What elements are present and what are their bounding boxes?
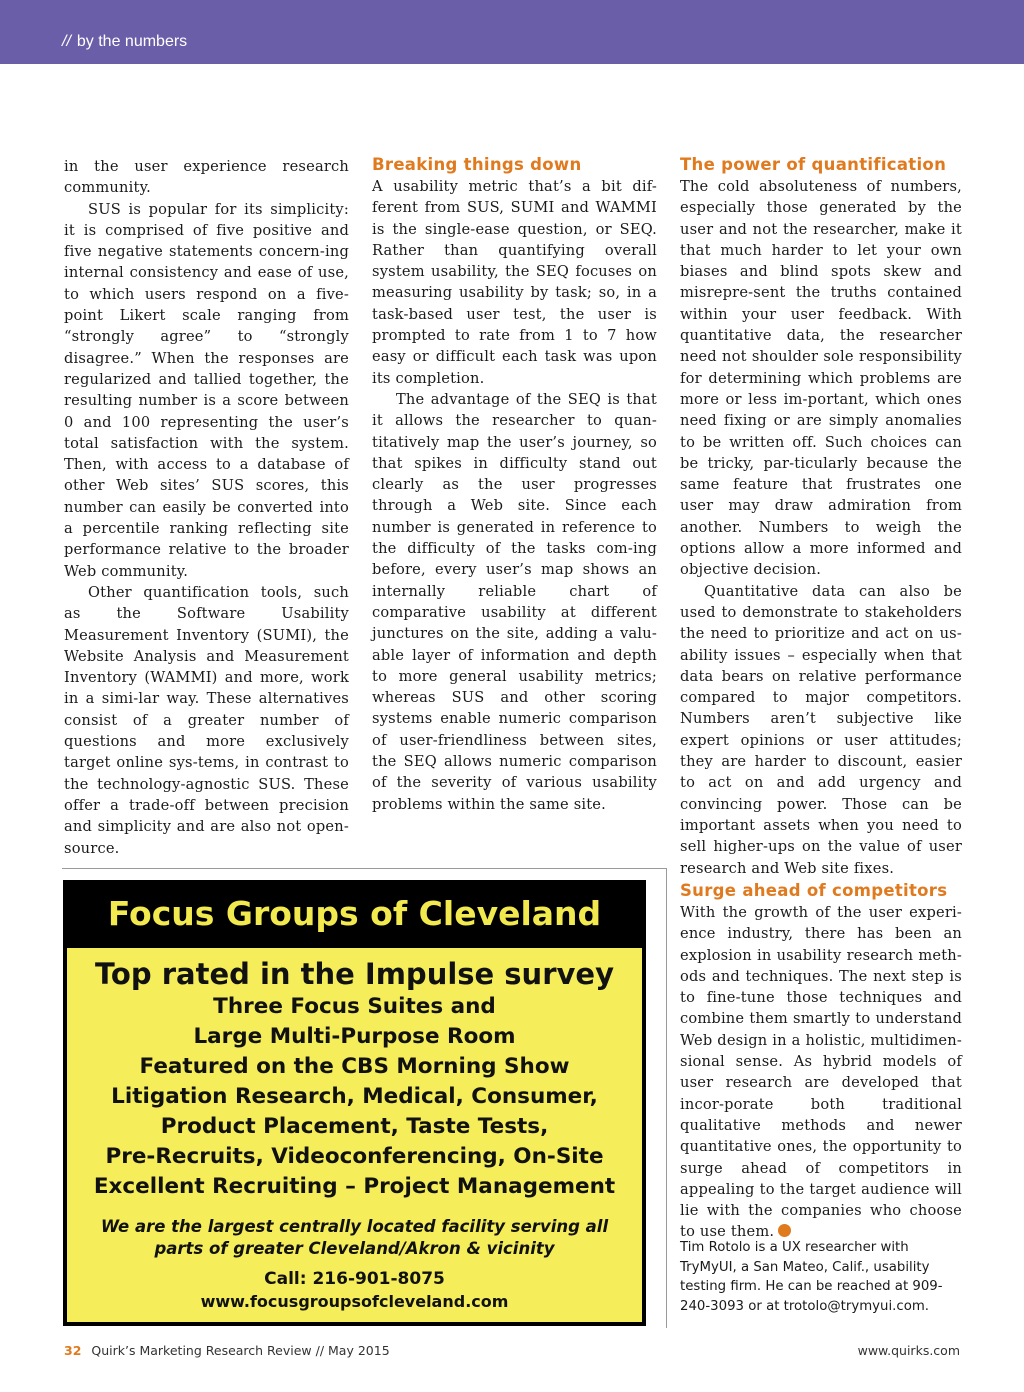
ad-content-box [67,948,642,1322]
paragraph [680,902,962,1243]
ad-website: www.focusgroupsofcleveland.com [200,1292,509,1311]
ad-feature-line: Pre-Recruits, Videoconferencing, On-Site [105,1144,604,1169]
section-label: by the numbers [76,33,188,50]
paragraph: The advantage of the SEQ is that it allows the researcher to quan-titatively map the user’s journey, so that spikes in difficulty stand out clearly as the user progresses through a Web site. Since each number is generated in reference to the difficulty of the tasks com-ing before, every user’s map shows an internally reliable chart of comparative usability at different junctures on the site, adding a valu-able layer of information and depth to more general usability metrics; whereas SUS and other scoring systems enable numeric comparison of user-friendliness between sites, the SEQ allows numeric comparison of the severity of various usability problems within the same site. [372,390,657,813]
divider-vertical [666,868,667,1328]
ad-features [67,992,642,1202]
ad-feature-line: Litigation Research, Medical, Consumer, [111,1084,598,1109]
paragraph: Other quantification tools, such as the Software Usability Measurement Inventory (SUMI), the Website Analysis and Measurement Inventory (WAMMI) and more, work in a simi-lar way. These alternatives consist of a greater number of questions and more exclusively target online sys-tems, in contrast to the technology-agnostic SUS. These offer a trade-off between precision and simplicity and are also not open-source. [64,583,349,857]
article-column-2 [372,154,657,815]
paragraph-text: With the growth of the user experi-ence industry, there has been an explosion in usability research meth-ods and techniques. The next step is to fine-tune those techniques and combine them smartly to understand Web design in a holistic, multidimen-sional sense. As hybrid models of user research are developed that incor-porate both traditional qualitative methods and newer quantitative ones, the opportunity to surge ahead of competitors in appealing to the target audience will lie with the companies who choose to use them. [680,904,962,1241]
paragraph: The cold absoluteness of numbers, especially those generated by the user and not the researcher, make it that much harder to let your own biases and blind spots skew and misrepre-sent the truths contained within your user feedback. With quantitative data, the researcher need not shoulder sole responsibility for determining which problems are more or less im-portant, which ones need fixing or are simply anomalies to be written off. Such choices can be tricky, par-ticularly because the same feature that frustrates one user may draw admiration from another. Numbers to weigh the options allow a more informed and objective decision. [680,178,962,579]
section-title [62,33,187,51]
ad-title: Top rated in the Impulse survey [95,957,614,991]
section-header-bar [0,0,1024,64]
ad-phone: Call: 216-901-8075 [264,1269,445,1289]
footer-website: www.quirks.com [857,1343,960,1358]
paragraph: SUS is popular for its simplicity: it is comprised of five positive and five negative statements concern-ing internal consistency and ease of use, to which users respond on a five-point Likert scale ranging from “strongly agree” to “strongly disagree.” When the responses are regularized and tallied together, the resulting number is a score between 0 and 100 representing the user’s total satisfaction with the system. Then, with access to a database of other Web sites’ SUS scores, this number can easily be converted into a percentile ranking reflecting site performance relative to the broader Web community. [64,200,349,580]
ad-feature-line: Three Focus Suites and [213,994,496,1019]
ad-feature-line: Product Placement, Taste Tests, [160,1114,549,1139]
section-slashes: // [62,33,71,50]
author-bio: Tim Rotolo is a UX researcher with TryMyUI, a San Mateo, Calif., usability testing firm. He can be reached at 909-240-3093 or at trotolo@trymyui.com. [680,1240,943,1314]
article-column-1 [64,156,349,859]
advertisement [63,880,646,1326]
ad-note-line: We are the largest centrally located facility serving all [100,1217,609,1236]
paragraph: Quantitative data can also be used to demonstrate to stakeholders the need to prioritize and act on us-ability issues – especially when that data bears on relative performance compared to major competitors. Numbers aren’t subjective like expert opinions or user attitudes; they are harder to discount, easier to act on and add urgency and convincing power. Those can be important assets when you need to sell higher-ups on the value of user research and Web site fixes. [680,582,962,877]
end-of-article-icon [778,1224,791,1237]
subheading-power-of-quantification: The power of quantification [680,155,947,174]
page-footer [64,1343,960,1358]
ad-feature-line: Excellent Recruiting – Project Management [93,1174,616,1199]
article-column-3-continued [680,880,962,1243]
ad-note [67,1216,642,1260]
ad-headline: Focus Groups of Cleveland [107,894,602,933]
article-column-3 [680,154,962,879]
paragraph: in the user experience research community. [64,158,349,197]
divider-horizontal [62,868,666,869]
ad-feature-line: Large Multi-Purpose Room [193,1024,516,1049]
subheading-surge-ahead: Surge ahead of competitors [680,881,948,900]
publication-name: Quirk’s Marketing Research Review // May 2015 [91,1343,390,1358]
paragraph: A usability metric that’s a bit dif-ferent from SUS, SUMI and WAMMI is the single-ease question, or SEQ. Rather than quantifying overall system usability, the SEQ focuses on measuring usability by task; so, in a task-based user test, the user is prompted to rate from 1 to 7 how easy or difficult each task was upon its completion. [372,178,657,387]
ad-note-line: parts of greater Cleveland/Akron & vicinity [154,1239,555,1258]
ad-feature-line: Featured on the CBS Morning Show [139,1054,570,1079]
page-number: 32 [64,1343,82,1358]
subheading-breaking-things-down: Breaking things down [372,155,582,174]
